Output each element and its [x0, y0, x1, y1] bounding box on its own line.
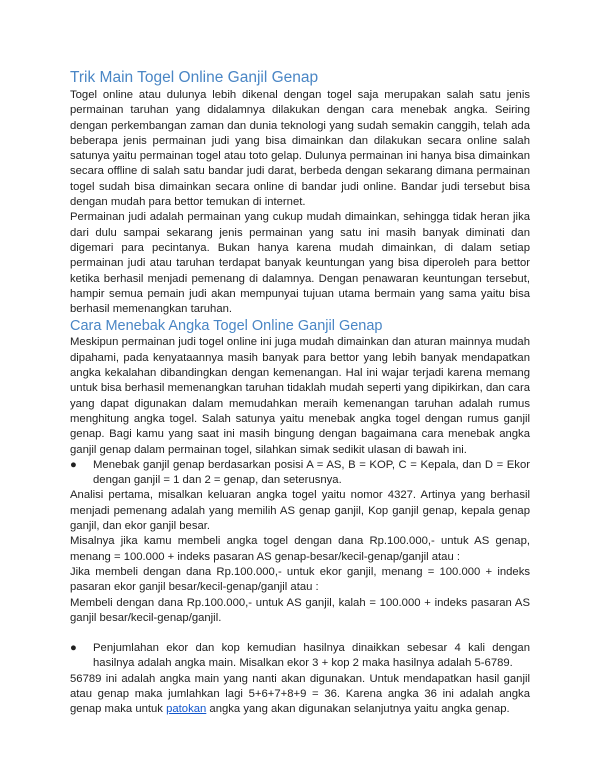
- paragraph-4: Analisi pertama, misalkan keluaran angka togel yaitu nomor 4327. Artinya yang berhasil menjadi pemenang adalah yang memilih AS genap ganjil, Kop ganjil genap, kepala genap ganjil, dan ekor ganjil besar.: [70, 489, 530, 533]
- blank-line: [70, 626, 530, 641]
- paragraph-8: [70, 672, 530, 718]
- intro-paragraph: Togel online atau dulunya lebih dikenal dengan togel saja merupakan salah satu jenis permainan taruhan yang didalamnya dilakukan dengan cara menebak angka. Seiring dengan perkembangan zaman dan dunia teknologi yang sudah semakin canggih, telah ada beberapa jenis permainan judi yang bisa dimainkan dan dilakukan secara online salah satunya yaitu permainan togel atau toto gelap. Dulunya permainan ini hanya bisa dimainkan secara offline di salah satu bandar judi darat, berbeda dengan sekarang dimana permainan togel sudah bisa dimainkan secara online di bandar judi online. Bandar judi tersebut bisa dengan mudah para bettor temukan di internet.: [70, 89, 530, 209]
- paragraph-7: Membeli dengan dana Rp.100.000,- untuk AS ganjil, kalah = 100.000 + indeks pasaran AS ganjil besar/kecil-genap/ganjil.: [70, 596, 530, 624]
- paragraph-8-text-start: 56789 ini adalah angka main yang nanti akan digunakan. Untuk mendapatkan hasil ganjil atau genap maka jumlahkan lagi 5+6+7+8+9 = 36. Karena angka 36 ini adalah angka genap maka untuk: [70, 672, 530, 716]
- paragraph-3: Meskipun permainan judi togel online ini juga mudah dimainkan dan aturan mainnya mudah dipahami, pada kenyataannya masih banyak para bettor yang lebih banyak mendapatkan angka kekalahan dibandingkan dengan kemenangan. Hal ini wajar terjadi karena memang untuk bisa berhasil memenangkan taruhan tidaklah mudah seperti yang dipikirkan, dan cara yang dapat digunakan dalam memudahkan meraih kemenangan taruhan adalah rumus menghitung angka togel. Salah satunya yaitu menebak angka togel dengan rumus ganjil genap. Bagi kamu yang saat ini masih bingung dengan bagaimana cara menebak angka ganjil genap dalam permainan togel, silahkan simak sedikit ulasan di bawah ini.: [70, 336, 530, 456]
- patokan-link[interactable]: patokan: [166, 703, 207, 716]
- bullet-dot-icon: ●: [70, 458, 77, 471]
- paragraph-6: Jika membeli dengan dana Rp.100.000,- untuk ekor ganjil, menang = 100.000 + indeks pasaran ekor ganjil besar/kecil-genap/ganjil atau :: [70, 565, 530, 594]
- bullet-item-2: [70, 641, 530, 672]
- bullet-text-1: Menebak ganjil genap berdasarkan posisi A = AS, B = KOP, C = Kepala, dan D = Ekor dengan ganjil = 1 dan 2 = genap, dan seterusnya.: [93, 458, 530, 487]
- paragraph-5: Misalnya jika kamu membeli angka togel dengan dana Rp.100.000,- untuk AS genap, menang = 100.000 + indeks pasaran AS genap-besar/kecil-genap/ganjil atau :: [70, 535, 530, 563]
- bullet-text-2: Penjumlahan ekor dan kop kemudian hasilnya dinaikkan sebesar 4 kali dengan hasilnya adalah angka main. Misalkan ekor 3 + kop 2 maka hasilnya adalah 5-6789.: [93, 642, 530, 670]
- paragraph-2: Permainan judi adalah permainan yang cukup mudah dimainkan, sehingga tidak heran jika dari dulu sampai sekarang jenis permainan yang satu ini masih banyak diminati dan digemari para pecintanya. Bukan hanya karena mudah dimainkan, di dalam setiap permainan judi atau taruhan terdapat banyak keuntungan yang bisa diperoleh para bettor ketika berhasil menjadi pemenang di dalamnya. Dengan penawaran keuntungan tersebut, hampir semua pemain judi akan mempunyai tujuan utama bermain yang sama yaitu bisa berhasil memenangkan taruhan.: [70, 211, 530, 316]
- page-title: Trik Main Togel Online Ganjil Genap: [70, 69, 319, 86]
- bullet-dot-icon: ●: [70, 642, 77, 655]
- section-subtitle: Cara Menebak Angka Togel Online Ganjil Genap: [70, 318, 383, 335]
- bullet-item-1: [70, 458, 530, 489]
- document-content: [70, 69, 530, 718]
- paragraph-8-text-end: angka yang akan digunakan selanjutnya yaitu angka genap.: [206, 703, 510, 716]
